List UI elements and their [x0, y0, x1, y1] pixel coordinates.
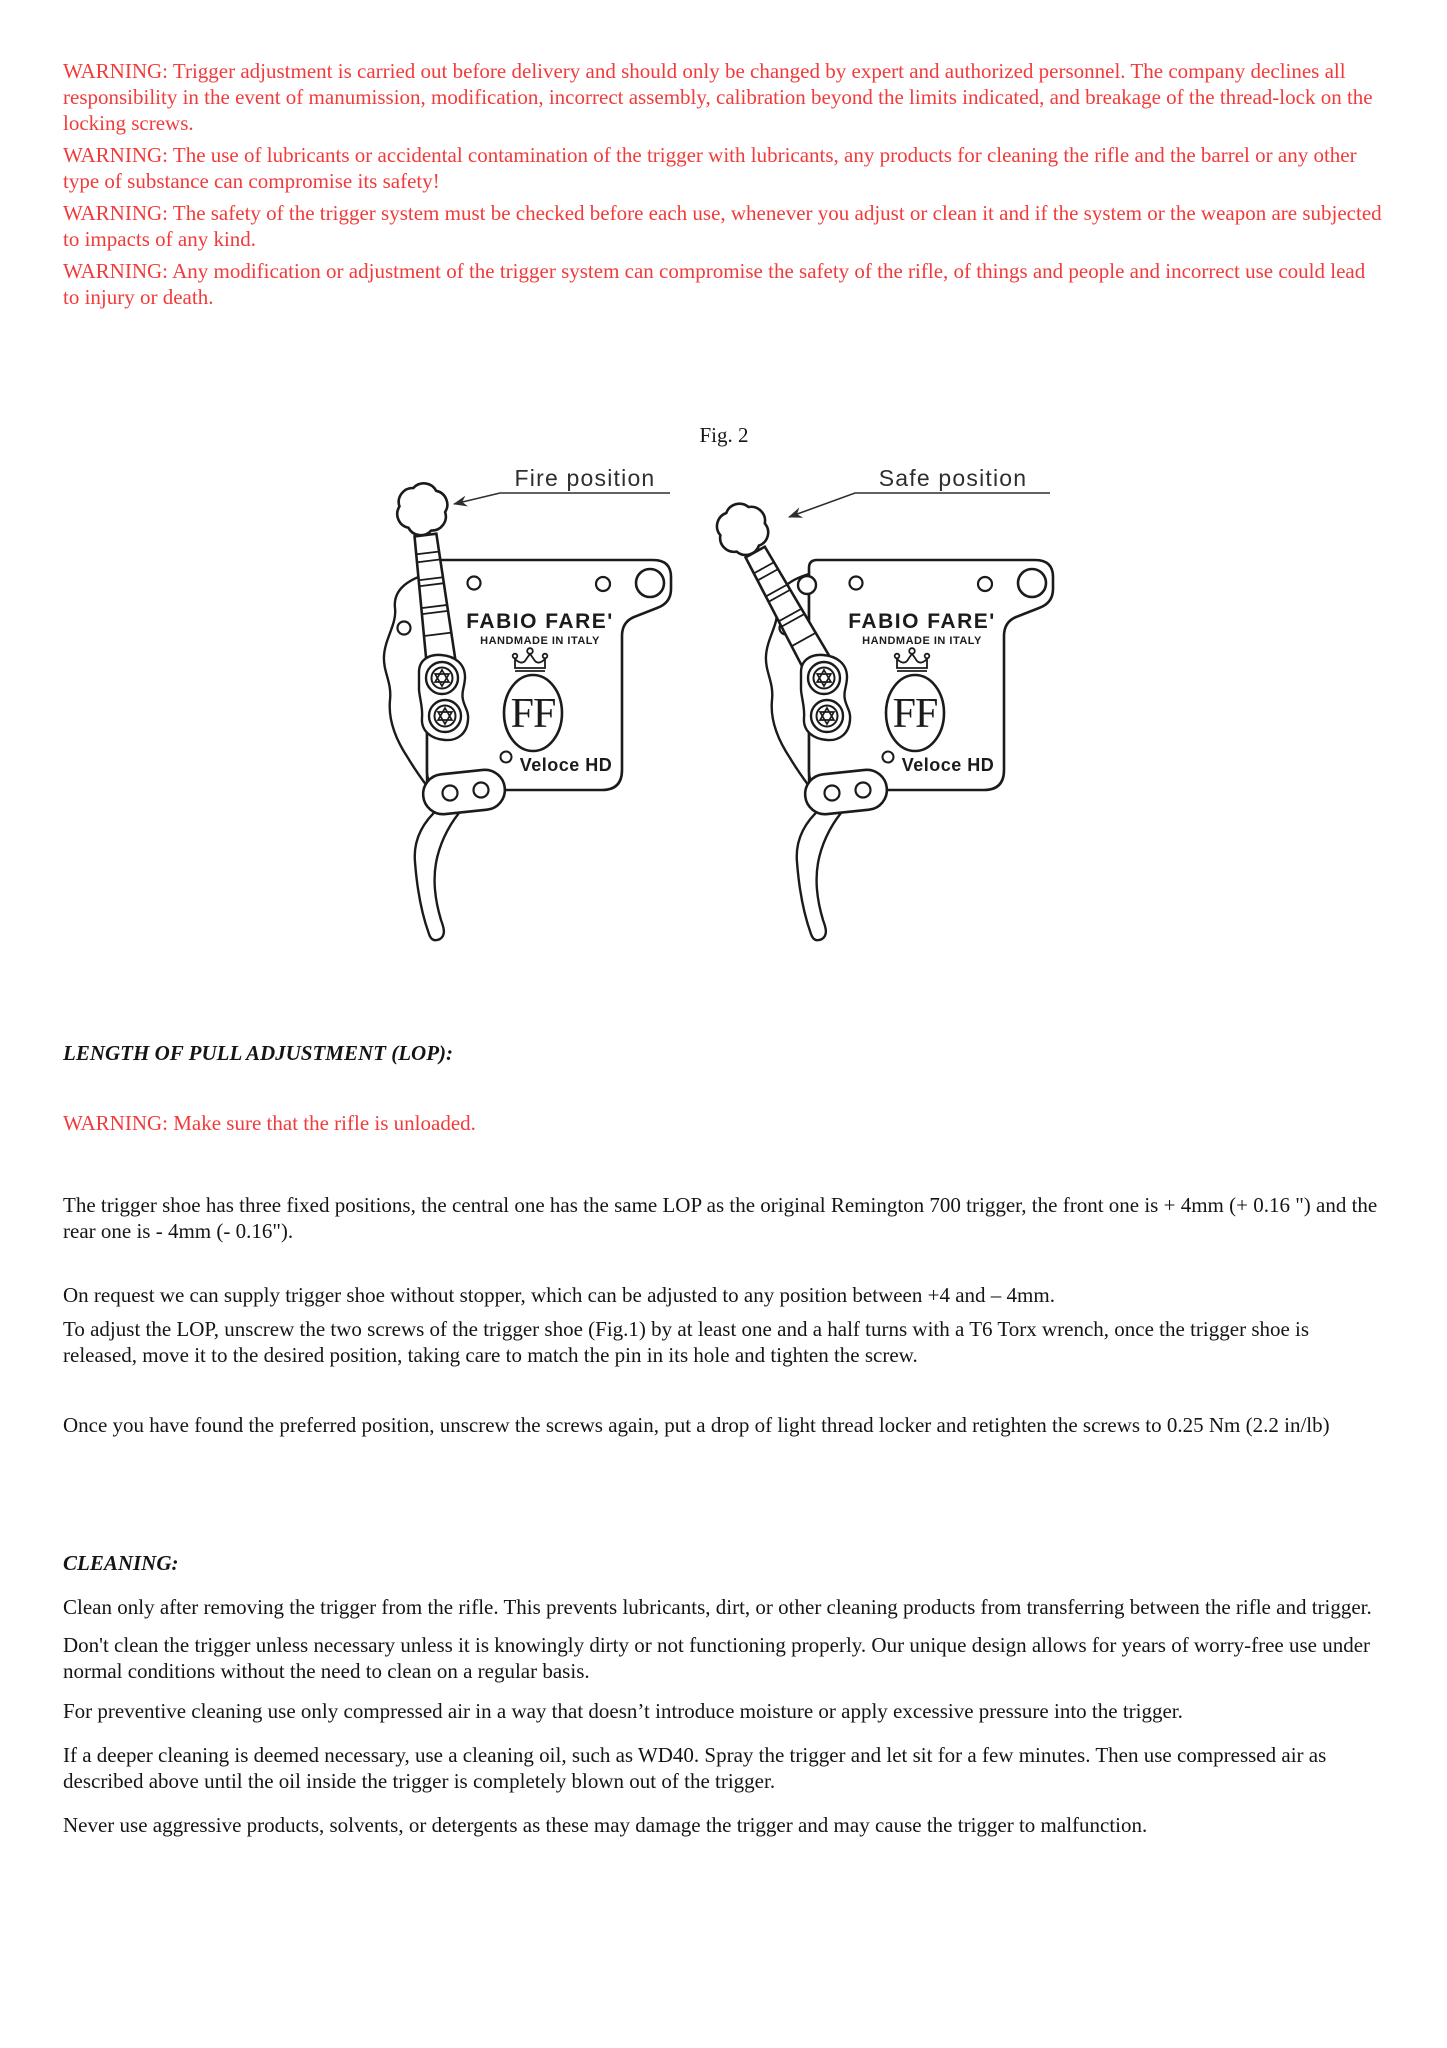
trigger-drawing-safe	[705, 456, 1065, 956]
torx-screw-top	[426, 662, 458, 694]
fire-position-label: Fire position	[514, 465, 656, 491]
mount-hole-small-2	[596, 577, 610, 591]
warning-paragraph-1: WARNING: Trigger adjustment is carried out before delivery and should only be changed by expert and authorized personnel. The company declines all responsibility in the event of manumission, modification, incorrect assembly, calibration beyond the limits indicated, and breakage of the thread-lock on the locking screws.	[63, 59, 1373, 135]
model-pin-hole	[501, 752, 512, 763]
trigger-shoe	[421, 768, 507, 816]
lever-seat-hole	[798, 576, 816, 594]
torx-screw-bottom	[429, 700, 461, 732]
model-name: Veloce HD	[519, 755, 613, 775]
brand-name: FABIO FARE'	[848, 610, 996, 633]
warning-paragraph-3: WARNING: The safety of the trigger system must be checked before each use, whenever you adjust or clean it and if the system or the weapon are subjected to impacts of any kind.	[63, 201, 1382, 251]
logo-monogram: FF	[510, 691, 556, 737]
shoe-hole-right	[856, 783, 871, 798]
trigger-shoe	[803, 768, 889, 816]
shoe-hole-left	[825, 786, 840, 801]
figure-caption: Fig. 2	[699, 423, 749, 447]
warning-paragraph-2: WARNING: The use of lubricants or accidental contamination of the trigger with lubricants, any products for cleaning the rifle and the barrel or any other type of substance can compromise its safety!	[63, 143, 1357, 193]
cleaning-section-heading: CLEANING:	[63, 1551, 179, 1575]
model-pin-hole	[883, 752, 894, 763]
cleaning-paragraph-4: If a deeper cleaning is deemed necessary, use a cleaning oil, such as WD40. Spray the trigger and let sit for a few minutes. Then use compressed air as described above until the oil inside the trigger is completely blown out of the trigger.	[63, 1743, 1327, 1793]
safety-knob-icon	[395, 480, 450, 538]
safe-leader-line	[789, 493, 1050, 517]
trigger-drawing-fire	[323, 456, 683, 956]
safe-position-callout	[789, 465, 1050, 517]
lop-paragraph-1: The trigger shoe has three fixed positions, the central one has the same LOP as the original Remington 700 trigger, the front one is + 4mm (+ 0.16 ") and the rear one is - 4mm (- 0.16").	[63, 1193, 1378, 1243]
torx-screw-bottom	[811, 700, 843, 732]
figure-2	[63, 456, 1385, 956]
cleaning-paragraph-2: Don't clean the trigger unless necessary unless it is knowingly dirty or not functioning properly. Our unique design allows for years of worry-free use under normal conditions without the need to clean on a regular basis.	[63, 1633, 1371, 1683]
side-pin-hole	[398, 622, 411, 635]
fire-leader-line	[454, 493, 670, 504]
shoe-hole-left	[443, 786, 458, 801]
lop-warning: WARNING: Make sure that the rifle is unloaded.	[63, 1111, 476, 1135]
trigger-blade	[797, 808, 841, 940]
lop-paragraph-4: Once you have found the preferred position, unscrew the screws again, put a drop of light thread locker and retighten the screws to 0.25 Nm (2.2 in/lb)	[63, 1413, 1330, 1437]
mount-hole-small-1	[468, 577, 481, 590]
cleaning-paragraph-1: Clean only after removing the trigger from the rifle. This prevents lubricants, dirt, or other cleaning products from transferring between the rifle and trigger.	[63, 1595, 1372, 1619]
mount-hole-small-1	[850, 577, 863, 590]
model-name: Veloce HD	[901, 755, 995, 775]
fire-position-callout	[454, 465, 670, 504]
brand-name: FABIO FARE'	[466, 610, 614, 633]
mount-hole-large	[636, 569, 664, 597]
mount-hole-large	[1018, 569, 1046, 597]
trigger-blade	[415, 808, 459, 940]
shoe-hole-right	[474, 783, 489, 798]
brand-subtitle: HANDMADE IN ITALY	[862, 635, 982, 647]
lop-section-heading: LENGTH OF PULL ADJUSTMENT (LOP):	[63, 1041, 454, 1065]
cleaning-paragraph-3: For preventive cleaning use only compressed air in a way that doesn’t introduce moisture or apply excessive pressure into the trigger.	[63, 1699, 1183, 1723]
safe-position-label: Safe position	[878, 465, 1028, 491]
logo-monogram: FF	[892, 691, 938, 737]
cleaning-paragraph-5: Never use aggressive products, solvents, or detergents as these may damage the trigger and may cause the trigger to malfunction.	[63, 1813, 1148, 1837]
warning-paragraph-4: WARNING: Any modification or adjustment of the trigger system can compromise the safety of the rifle, of things and people and incorrect use could lead to injury or death.	[63, 259, 1366, 309]
lop-paragraph-3: To adjust the LOP, unscrew the two screws of the trigger shoe (Fig.1) by at least one and a half turns with a T6 Torx wrench, once the trigger shoe is released, move it to the desired position, taking care to match the pin in its hole and tighten the screw.	[63, 1317, 1310, 1367]
mount-hole-small-2	[978, 577, 992, 591]
brand-subtitle: HANDMADE IN ITALY	[480, 635, 600, 647]
lop-paragraph-2: On request we can supply trigger shoe without stopper, which can be adjusted to any position between +4 and – 4mm.	[63, 1283, 1055, 1307]
torx-screw-top	[808, 662, 840, 694]
